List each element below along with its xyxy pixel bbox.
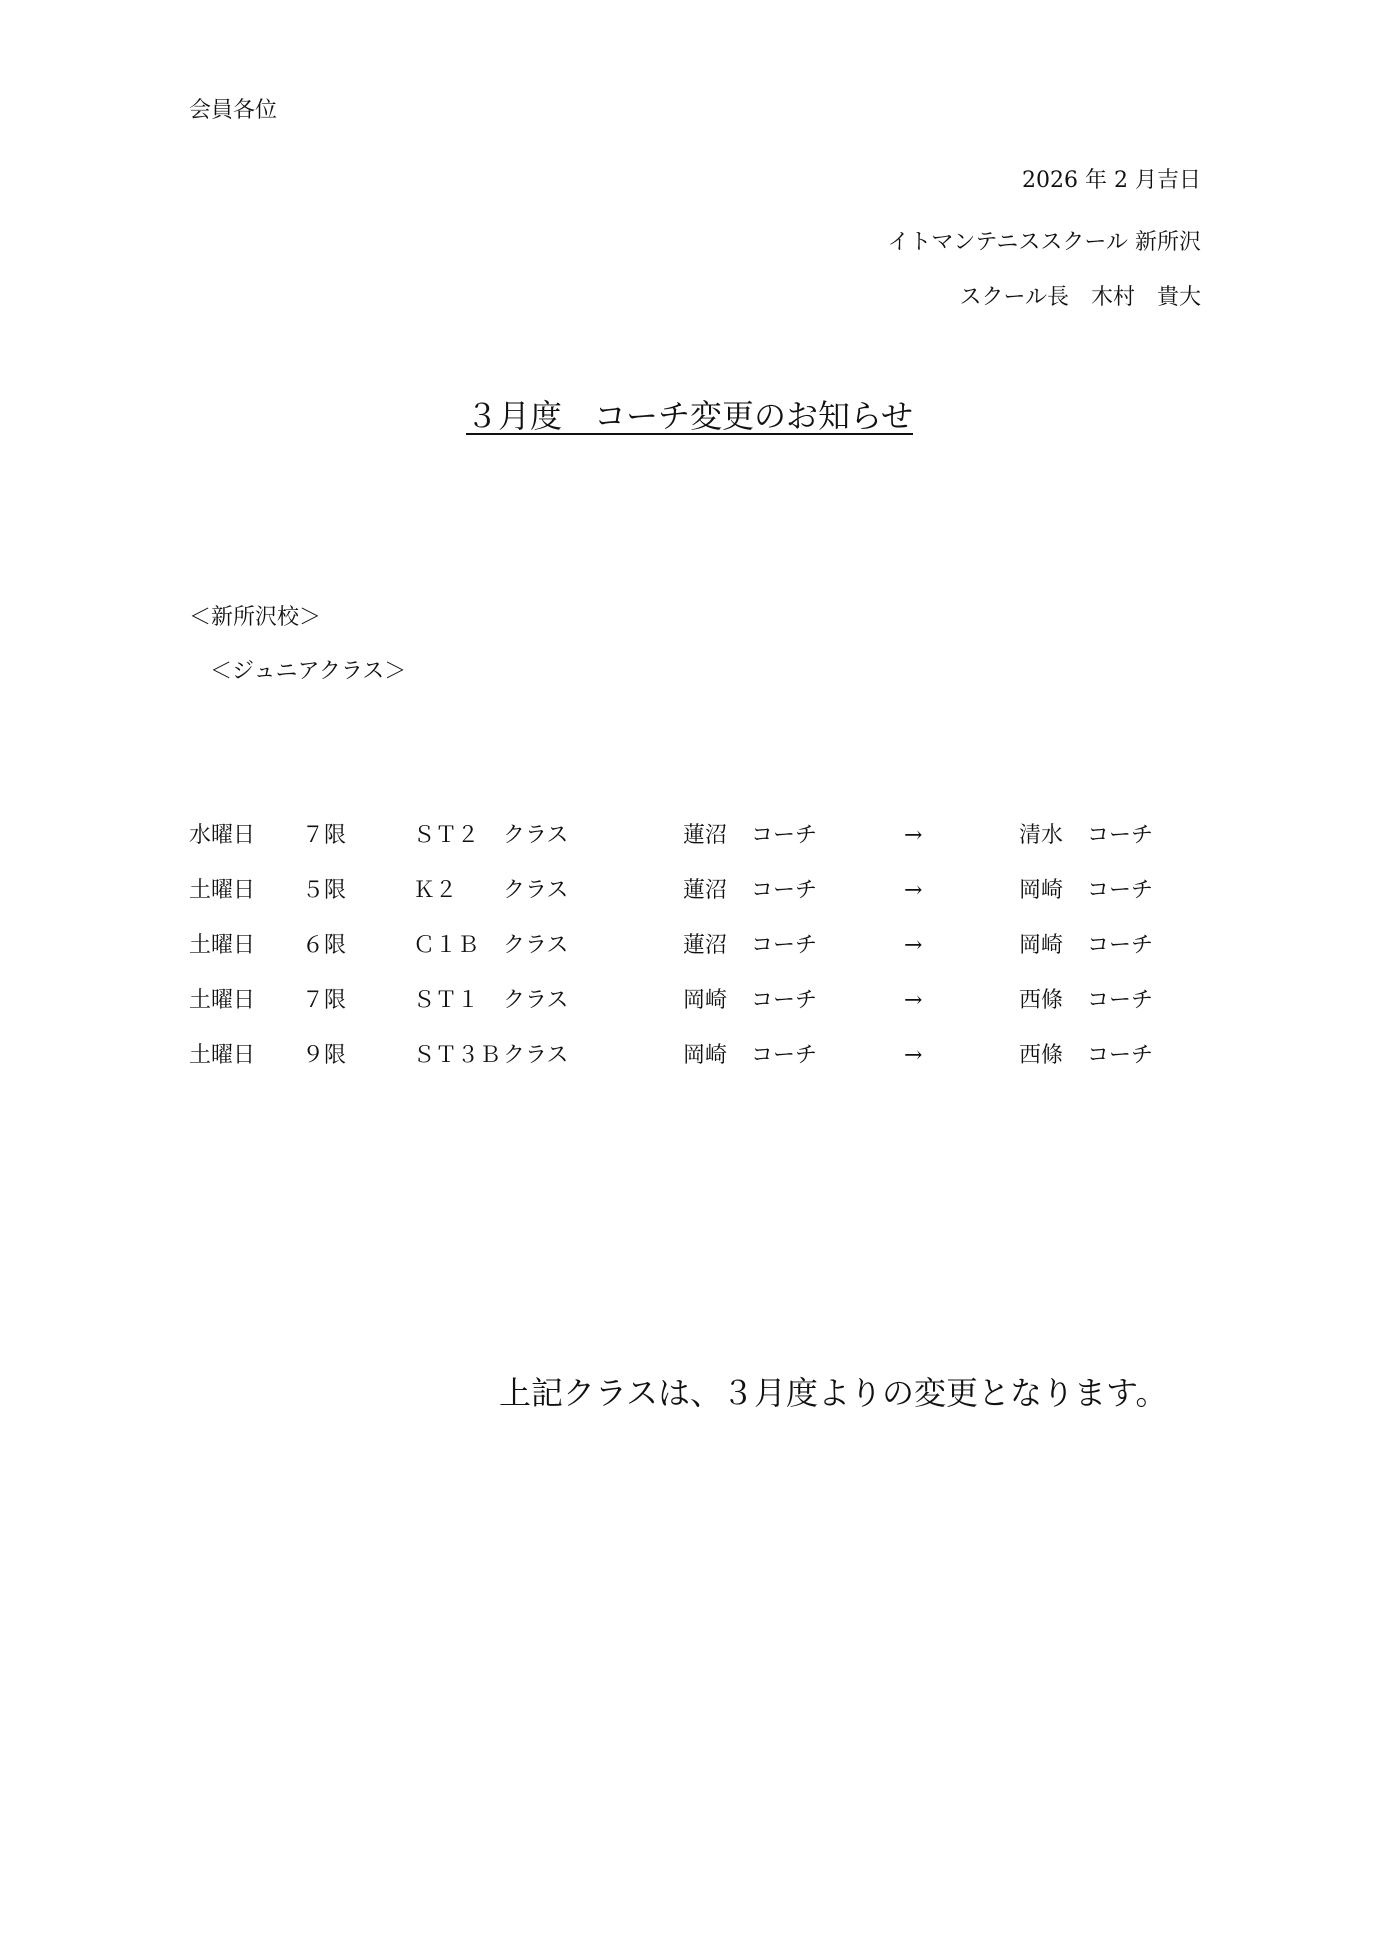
class-label-cell: クラス: [503, 1043, 569, 1068]
day-cell: 水曜日: [189, 823, 256, 848]
period-cell: ９限: [302, 1043, 347, 1068]
to-coach-label: コーチ: [1087, 1043, 1154, 1068]
page-title-text: ３月度 コーチ変更のお知らせ: [465, 397, 914, 435]
arrow-icon: →: [904, 823, 923, 848]
arrow-icon: →: [904, 933, 923, 958]
arrow-icon: →: [904, 1043, 923, 1068]
to-coach-label: コーチ: [1087, 933, 1154, 958]
from-coach-cell: 蓮沼: [683, 823, 728, 848]
from-coach-label: コーチ: [751, 933, 818, 958]
to-coach-cell: 西條: [1019, 1043, 1064, 1068]
class-label-cell: クラス: [503, 933, 569, 958]
to-coach-label: コーチ: [1087, 823, 1154, 848]
category-heading: ＜ジュニアクラス＞: [210, 659, 407, 684]
class-code-cell: ＳＴ１: [413, 988, 480, 1013]
from-coach-label: コーチ: [751, 1043, 818, 1068]
table-row: [189, 1042, 1209, 1097]
to-coach-cell: 岡崎: [1019, 933, 1064, 958]
day-cell: 土曜日: [189, 878, 256, 903]
day-cell: 土曜日: [189, 933, 256, 958]
class-code-cell: ＳＴ３Ｂ: [413, 1043, 502, 1068]
arrow-icon: →: [904, 878, 923, 903]
page-title: [0, 395, 1379, 437]
to-coach-label: コーチ: [1087, 988, 1154, 1013]
period-cell: ７限: [302, 823, 347, 848]
to-coach-cell: 清水: [1019, 823, 1064, 848]
addressee: 会員各位: [189, 98, 278, 123]
table-row: [189, 822, 1209, 877]
campus-heading: ＜新所沢校＞: [189, 605, 322, 630]
class-label-cell: クラス: [503, 878, 569, 903]
table-row: [189, 932, 1209, 987]
table-row: [189, 987, 1209, 1042]
table-row: [189, 877, 1209, 932]
period-cell: ６限: [302, 933, 347, 958]
principal-name: スクール長 木村 貴大: [959, 285, 1201, 310]
change-notice: 上記クラスは、３月度よりの変更となります。: [499, 1374, 1168, 1412]
period-cell: ７限: [302, 988, 347, 1013]
from-coach-label: コーチ: [751, 823, 818, 848]
from-coach-cell: 蓮沼: [683, 878, 728, 903]
class-label-cell: クラス: [503, 823, 569, 848]
to-coach-label: コーチ: [1087, 878, 1154, 903]
from-coach-cell: 岡崎: [683, 1043, 728, 1068]
day-cell: 土曜日: [189, 1043, 256, 1068]
from-coach-cell: 蓮沼: [683, 933, 728, 958]
class-label-cell: クラス: [503, 988, 569, 1013]
class-code-cell: ＳＴ２: [413, 823, 480, 848]
from-coach-cell: 岡崎: [683, 988, 728, 1013]
class-code-cell: Ｃ１Ｂ: [413, 933, 480, 958]
to-coach-cell: 岡崎: [1019, 878, 1064, 903]
to-coach-cell: 西條: [1019, 988, 1064, 1013]
day-cell: 土曜日: [189, 988, 256, 1013]
period-cell: ５限: [302, 878, 347, 903]
from-coach-label: コーチ: [751, 988, 818, 1013]
arrow-icon: →: [904, 988, 923, 1013]
coach-change-table: [189, 822, 1209, 1097]
from-coach-label: コーチ: [751, 878, 818, 903]
class-code-cell: Ｋ２: [413, 878, 458, 903]
school-name: イトマンテニススクール 新所沢: [887, 230, 1201, 255]
issue-date: 2026 年 2 月吉日: [1022, 168, 1201, 193]
